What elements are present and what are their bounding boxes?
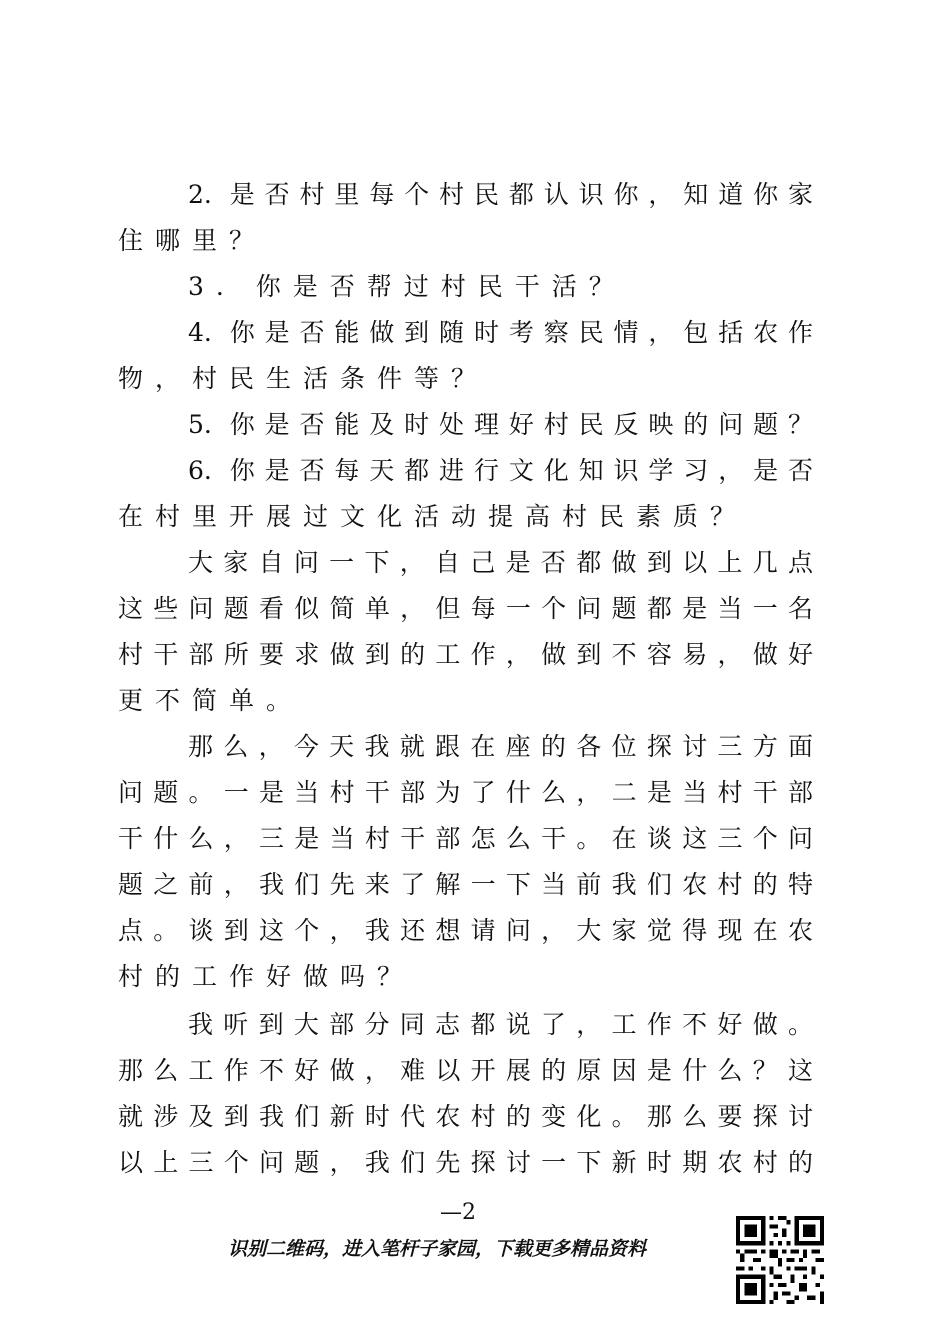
text-line: 干什么，三是当村干部怎么干。在谈这三个问 xyxy=(118,824,813,853)
text-line: 4. 你是否能做到随时考察民情，包括农作 xyxy=(188,318,813,347)
qr-code-icon[interactable] xyxy=(736,1216,824,1304)
text-line: 就涉及到我们新时代农村的变化。那么要探讨 xyxy=(118,1102,813,1131)
text-line: 我听到大部分同志都说了，工作不好做。 xyxy=(188,1010,813,1039)
text-line: 这些问题看似简单，但每一个问题都是当一名 xyxy=(118,594,813,623)
text-line: 住哪里？ xyxy=(118,226,267,255)
text-line: 题之前，我们先来了解一下当前我们农村的特 xyxy=(118,870,813,899)
text-line: 更不简单。 xyxy=(118,686,304,715)
text-line: 大家自问一下，自己是否都做到以上几点 xyxy=(188,548,813,577)
text-line: 村干部所要求做到的工作，做到不容易，做好 xyxy=(118,640,813,669)
text-line: 村的工作好做吗？ xyxy=(118,962,415,991)
text-line: 5. 你是否能及时处理好村民反映的问题？ xyxy=(188,410,813,439)
text-line: 2. 是否村里每个村民都认识你，知道你家 xyxy=(188,180,813,209)
text-line: 点。谈到这个，我还想请问，大家觉得现在农 xyxy=(118,916,813,945)
text-line: 3. 你是否帮过村民干活？ xyxy=(188,272,626,301)
text-line: 在村里开展过文化活动提高村民素质？ xyxy=(118,502,748,531)
text-line: 那么工作不好做，难以开展的原因是什么？这 xyxy=(118,1056,813,1085)
text-line: 物，村民生活条件等？ xyxy=(118,364,489,393)
text-line: 6. 你是否每天都进行文化知识学习，是否 xyxy=(188,456,813,485)
text-line: 那么，今天我就跟在座的各位探讨三方面 xyxy=(188,732,813,761)
text-line: 以上三个问题，我们先探讨一下新时期农村的 xyxy=(118,1148,813,1177)
footer-promo-text: 识别二维码，进入笔杆子家园，下载更多精品资料 xyxy=(228,1238,647,1260)
page-number: —2 xyxy=(440,1200,476,1225)
text-line: 问题。一是当村干部为了什么，二是当村干部 xyxy=(118,778,813,807)
